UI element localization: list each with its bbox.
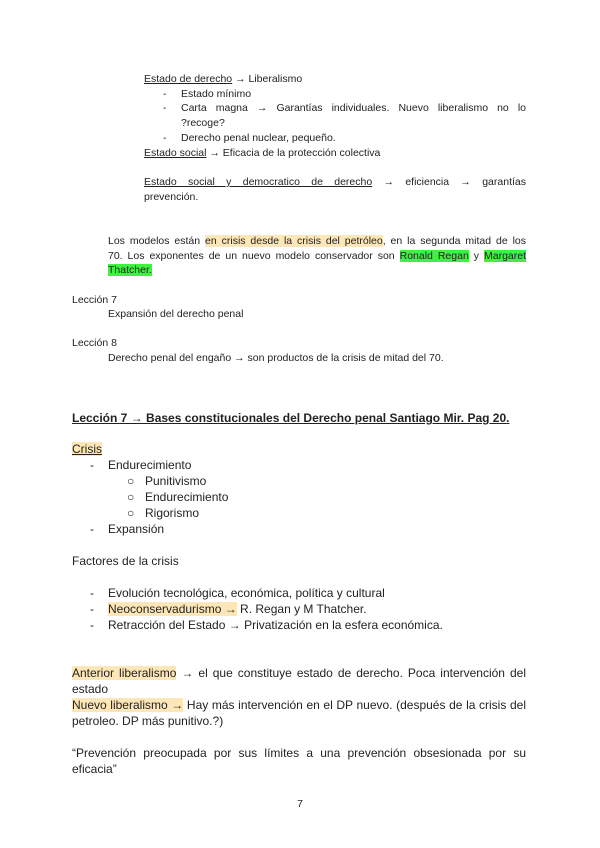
list-item-continuation: ?recoge? — [181, 117, 225, 129]
bullet-dash: - — [163, 132, 167, 144]
anterior-liberalismo-line: Anterior liberalismo → el que constituye estado de derecho. Poca intervención del — [72, 666, 527, 680]
sub-list-item: Punitivismo — [145, 474, 207, 488]
bullet-dash: - — [90, 586, 94, 600]
lesson-title: Lección 8 — [72, 337, 117, 349]
nuevo-liberalismo-line: Nuevo liberalismo → Hay más intervención en el DP nuevo. (después de la crisis del — [72, 698, 526, 712]
highlight-nuevo-liberalismo: Nuevo liberalismo → — [72, 698, 184, 712]
sub-list-item: Endurecimiento — [145, 490, 229, 504]
bullet-dash: - — [163, 88, 167, 100]
anterior-liberalismo-continuation: estado — [72, 682, 109, 696]
nuevo-liberalismo-continuation: petroleo. DP más punitivo.?) — [72, 714, 224, 728]
bullet-circle: ○ — [127, 506, 135, 520]
quote-line1: “Prevención preocupada por sus límites a una prevención obsesionada por su — [72, 746, 526, 760]
bullet-circle: ○ — [127, 474, 135, 488]
list-item: Carta magna → Garantías individuales. Nuevo liberalismo no lo — [181, 102, 526, 114]
estado-democratico-line: Estado social y democratico de derecho → eficiencia → garantías — [144, 176, 526, 188]
page-number: 7 — [297, 798, 303, 810]
lesson-desc: Expansión del derecho penal — [108, 308, 244, 320]
bullet-circle: ○ — [127, 490, 135, 504]
estado-derecho-term: Estado de derecho — [144, 73, 233, 85]
lesson-desc: Derecho penal del engaño → son productos de la crisis de mitad del 70. — [108, 352, 444, 364]
quote-line2: eficacia” — [72, 762, 117, 776]
bullet-dash: - — [90, 458, 94, 472]
sub-list-item: Rigorismo — [145, 506, 200, 520]
estado-social-term: Estado social — [144, 147, 207, 159]
lesson-title: Lección 7 — [72, 294, 117, 306]
estado-social-line: Estado social → Eficacia de la protección colectiva — [144, 147, 381, 159]
section-heading: Lección 7 → Bases constitucionales del Derecho penal Santiago Mir. Pag 20. — [72, 411, 510, 425]
bullet-dash: - — [90, 602, 94, 616]
models-paragraph-line3 — [108, 263, 152, 278]
highlight-anterior-liberalismo: Anterior liberalismo — [72, 666, 177, 680]
list-item: Retracción del Estado → Privatización en la esfera económica. — [108, 618, 443, 632]
list-item: Expansión — [108, 522, 165, 536]
models-paragraph-line1: Los modelos están en crisis desde la crisis del petróleo, en la segunda mitad de los — [108, 235, 526, 247]
list-item: Endurecimiento — [108, 458, 192, 472]
highlight-crisis-petroleo: en crisis desde la crisis del petróleo — [205, 235, 383, 247]
highlight-margaret: Margaret — [483, 250, 526, 262]
list-item: Evolución tecnológica, económica, política y cultural — [108, 586, 385, 600]
estado-democratico-continuation: prevención. — [144, 191, 199, 203]
estado-derecho-line: Estado de derecho → Liberalismo — [144, 73, 303, 85]
bullet-dash: - — [90, 618, 94, 632]
list-item: Estado mínimo — [181, 88, 252, 100]
crisis-label: Crisis — [72, 442, 102, 456]
list-item: Neoconservadurismo → R. Regan y M Thatcher. — [108, 602, 367, 616]
highlight-thatcher: Thatcher. — [108, 264, 152, 276]
bullet-dash: - — [163, 102, 167, 114]
factors-title: Factores de la crisis — [72, 554, 179, 568]
highlight-ronald-regan: Ronald Regan — [399, 250, 469, 262]
list-item: Derecho penal nuclear, pequeño. — [181, 132, 336, 144]
bullet-dash: - — [90, 522, 94, 536]
highlight-neoconservadurismo: Neoconservadurismo → — [108, 602, 237, 616]
estado-democratico-term: Estado social y democratico de derecho — [144, 176, 373, 188]
models-paragraph-line2: 70. Los exponentes de un nuevo modelo conservador son Ronald Regan y Margaret — [108, 250, 526, 262]
